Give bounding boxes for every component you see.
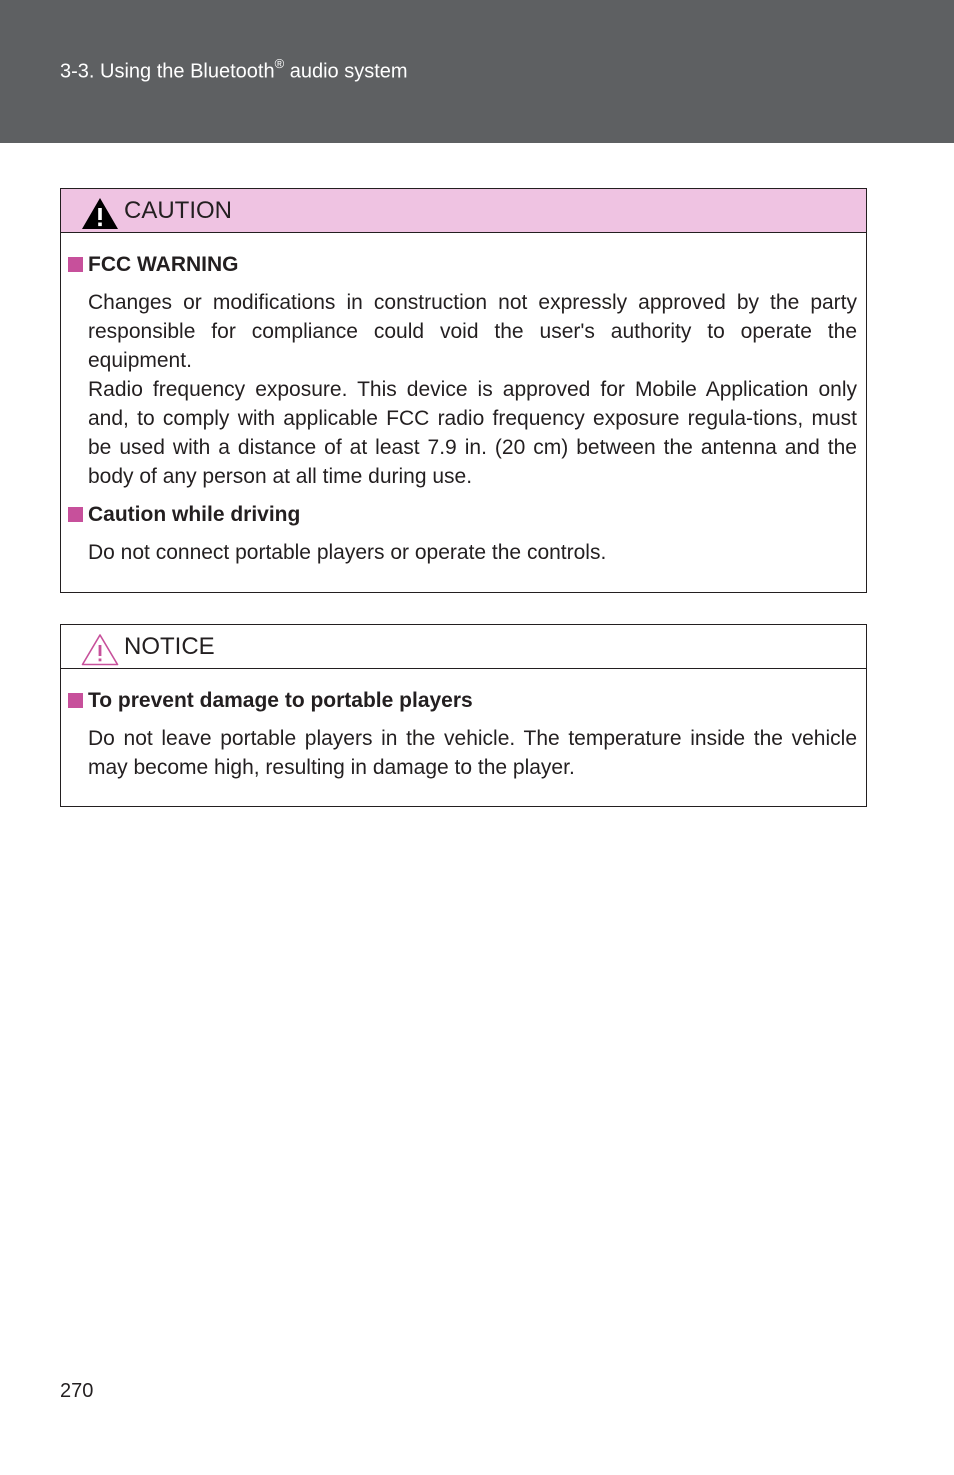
notice-box-body	[61, 686, 866, 782]
notice-box	[60, 624, 867, 807]
item-title-prevent-damage: To prevent damage to portable players	[88, 686, 857, 715]
warning-triangle-outline-icon	[81, 633, 119, 666]
caution-box	[60, 188, 867, 593]
registered-mark: ®	[274, 56, 285, 71]
caution-label: CAUTION	[124, 197, 232, 224]
fcc-paragraph-1: Changes or modifications in construction not expressly approved by the party responsible for compliance could void the user's authority to operate the equipment.	[88, 291, 857, 372]
notice-box-header	[61, 625, 866, 669]
square-bullet-icon	[68, 507, 83, 522]
caution-box-body	[61, 250, 866, 567]
page-number: 270	[60, 1380, 94, 1402]
notice-label: NOTICE	[124, 633, 215, 660]
square-bullet-icon	[68, 257, 83, 272]
item-title-caution-while-driving: Caution while driving	[88, 500, 857, 529]
notice-paragraph: Do not leave portable players in the vehicle. The temperature inside the vehicle may become high, resulting in damage to the player.	[88, 727, 857, 779]
section-title: 3-3. Using the Bluetooth® audio system	[60, 56, 408, 83]
warning-triangle-filled-icon	[81, 197, 119, 230]
item-title-fcc-warning: FCC WARNING	[88, 250, 857, 279]
fcc-paragraph-2: Radio frequency exposure. This device is approved for Mobile Application only and, to comply with applicable FCC radio frequency exposure regula-tions, must be used with a distance of at least 7.9 in. (20 cm) between the antenna and the body of any person at all time during use.	[88, 378, 857, 488]
caution-box-header	[61, 189, 866, 233]
driving-paragraph: Do not connect portable players or operate the controls.	[88, 541, 607, 564]
square-bullet-icon	[68, 693, 83, 708]
